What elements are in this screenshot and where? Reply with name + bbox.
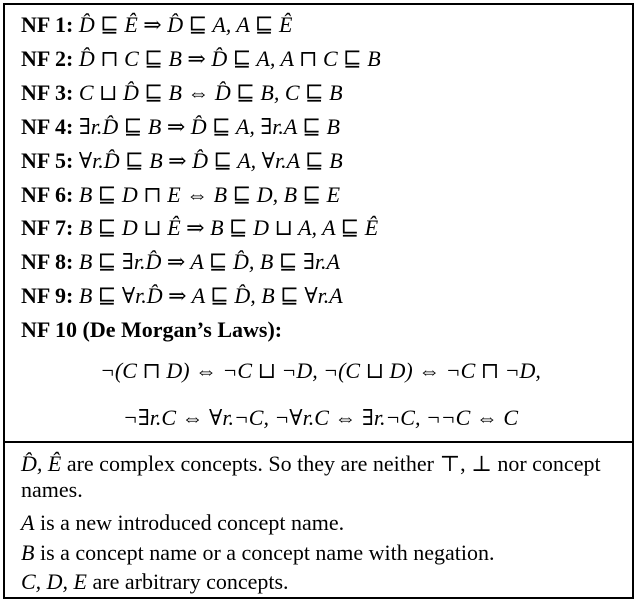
rule-label: NF 3: [21,80,74,105]
rule-label: NF 2: [21,46,74,71]
rule-formula: B ⊑ ∃r.D̂ ⇒ A ⊑ D̂, B ⊑ ∃r.A [78,249,340,274]
note-text: are arbitrary concepts. [87,569,289,594]
rule-formula: B ⊑ D ⊔ Ê ⇒ B ⊑ D ⊔ A, A ⊑ Ê [78,215,379,240]
rule-label: NF 7: [21,215,74,240]
rule-label: NF 5: [21,148,74,173]
note-text: are complex concepts. So they are neither ⊤, ⊥ nor concept names. [21,451,601,502]
note-variable: A [21,510,35,535]
note-variable: D̂, Ê [21,451,62,476]
rule-formula: ∀r.D̂ ⊑ B ⇒ D̂ ⊑ A, ∀r.A ⊑ B [78,148,343,173]
rule-formula: D̂ ⊑ Ê ⇒ D̂ ⊑ A, A ⊑ Ê [78,12,293,37]
rule-nf2 [21,44,381,74]
rule-label: NF 6: [21,182,74,207]
rule-formula: C ⊔ D̂ ⊑ B ⇔ D̂ ⊑ B, C ⊑ B [78,80,343,105]
note-text: is a new introduced concept name. [34,510,345,535]
rule-formula: B ⊑ ∀r.D̂ ⇒ A ⊑ D̂, B ⊑ ∀r.A [78,283,343,308]
note-arbitrary-concepts [21,569,621,595]
rule-label: NF 9: [21,283,74,308]
note-text: is a concept name or a concept name with negation. [34,540,495,565]
note-variable: C, D, E [21,569,87,594]
rule-formula: ∃r.D̂ ⊑ B ⇒ D̂ ⊑ A, ∃r.A ⊑ B [78,114,340,139]
rule-nf1 [21,10,292,40]
rule-nf5 [21,146,343,176]
note-complex-concepts [21,451,621,503]
de-morgan-heading: NF 10 (De Morgan’s Laws): [21,317,283,342]
section-divider [5,441,632,443]
rule-label: NF 1: [21,12,74,37]
de-morgan-equation-2: ¬∃r.C ⇔ ∀r.¬C, ¬∀r.C ⇔ ∃r.¬C, ¬¬C ⇔ C [122,405,519,430]
rule-label: NF 4: [21,114,74,139]
rule-nf9 [21,281,343,311]
note-concept-name [21,540,621,566]
note-new-concept [21,510,621,536]
rule-nf7 [21,213,378,243]
normal-form-rules-box [3,3,634,599]
rule-nf4 [21,112,340,142]
rule-nf8 [21,247,340,277]
rule-label: NF 8: [21,249,74,274]
rule-formula: B ⊑ D ⊓ E ⇔ B ⊑ D, B ⊑ E [78,182,341,207]
rule-nf3 [21,78,343,108]
rule-formula: D̂ ⊓ C ⊑ B ⇒ D̂ ⊑ A, A ⊓ C ⊑ B [78,46,381,71]
note-variable: B [21,540,35,565]
rule-nf6 [21,180,340,210]
de-morgan-equation-1: ¬(C ⊓ D) ⇔ ¬C ⊔ ¬D, ¬(C ⊔ D) ⇔ ¬C ⊓ ¬D, [100,358,541,383]
